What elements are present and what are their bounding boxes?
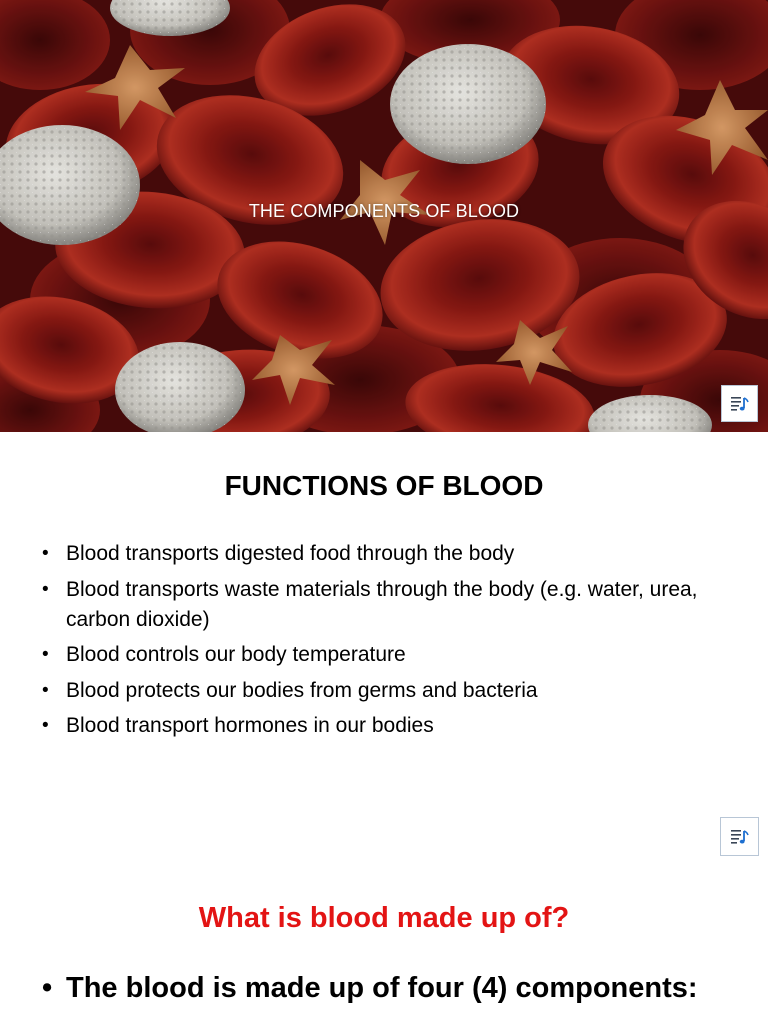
audio-playlist-icon — [729, 393, 751, 415]
list-item — [42, 640, 732, 670]
audio-button[interactable] — [720, 817, 759, 856]
list-item — [42, 711, 732, 741]
list-item-text: The blood is made up of four (4) components: — [66, 972, 698, 1004]
bullet-marker: • — [42, 543, 49, 564]
slide-functions — [0, 432, 768, 864]
list-item-text: Blood transports waste materials through the body (e.g. water, urea, carbon dioxide) — [66, 577, 698, 631]
list-item — [42, 970, 742, 1006]
audio-button[interactable] — [721, 385, 758, 422]
list-item — [42, 539, 732, 569]
slide-title-text: THE COMPONENTS OF BLOOD — [248, 201, 520, 221]
bullet-list — [42, 539, 732, 747]
slide-heading: What is blood made up of? — [198, 902, 570, 934]
list-item-text: Blood transport hormones in our bodies — [66, 714, 434, 737]
bullet-marker: • — [42, 679, 49, 701]
bullet-marker: • — [42, 644, 49, 665]
bullet-marker: • — [42, 715, 49, 736]
slide-components — [0, 864, 768, 1024]
slide-heading: FUNCTIONS OF BLOOD — [224, 470, 544, 501]
list-item-text: Blood protects our bodies from germs and bacteria — [66, 678, 538, 702]
bullet-marker: • — [42, 578, 49, 600]
audio-playlist-icon — [729, 826, 751, 848]
list-item — [42, 575, 732, 635]
list-item-text: Blood transports digested food through the body — [66, 542, 515, 565]
list-item — [42, 676, 732, 706]
bullet-marker: • — [42, 972, 53, 1004]
slide-title — [0, 0, 768, 432]
list-item-text: Blood controls our body temperature — [66, 643, 406, 666]
